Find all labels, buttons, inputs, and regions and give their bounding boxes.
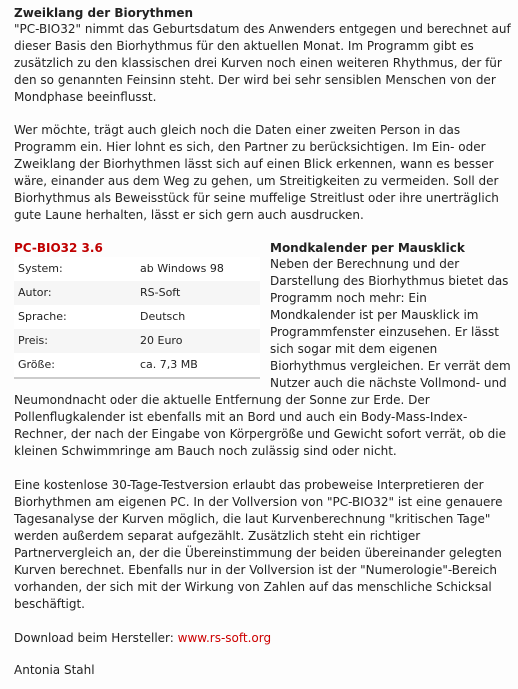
author-name: Antonia Stahl bbox=[14, 663, 95, 677]
paragraph-intro: "PC-BIO32" nimmt das Geburtsdatum des Anwenders entgegen und berechnet auf dieser Basis den Biorhythmus für den aktuellen Monat. Im Programm gibt es zusätzlich zu den klassischen drei Kurven noch einen weiteren Rhythmus, der für den so genannten Feinsinn steht. Der wird bei sehr sensiblen Menschen von der Mondphase beeinflusst. bbox=[14, 22, 511, 104]
article-title: Zweiklang der Biorythmen bbox=[14, 6, 194, 20]
spec-value-system: ab Windows 98 bbox=[140, 257, 260, 281]
spec-label-language: Sprache: bbox=[14, 305, 140, 329]
download-line bbox=[14, 630, 512, 647]
download-label: Download beim Hersteller: bbox=[14, 631, 174, 645]
spec-value-author: RS-Soft bbox=[140, 281, 260, 305]
table-row bbox=[14, 257, 260, 281]
paragraph-moon-calendar: Neben der Berechnung und der Darstellung des Biorhythmus bietet das Programm noch mehr: Ein Mondkalender ist per Mausklick im Programmfenster einzusehen. Er lässt sich sogar mit dem eigenen Biorhythmus vergleichen. Er verrät dem Nutzer auch die nächste Vollmond- und Neumondnacht oder die aktuelle Entfernung der Sonne zur Erde. Der Pollenflugkalender ist ebenfalls mit an Bord und auch ein Body-Mass-Index-Rechner, der nach der Eingabe von Körpergröße und Gewicht sofort verrät, ob die kleinen Schwimmringe am Bauch noch zulässig sind oder nicht. bbox=[14, 257, 511, 458]
section-heading-moon-calendar: Mondkalender per Mausklick bbox=[270, 241, 465, 255]
spec-value-language: Deutsch bbox=[140, 305, 260, 329]
specs-table bbox=[14, 257, 260, 379]
table-row bbox=[14, 305, 260, 329]
infobox-title: PC-BIO32 3.6 bbox=[14, 241, 103, 255]
spec-value-price: 20 Euro bbox=[140, 329, 260, 353]
spec-value-size: ca. 7,3 MB bbox=[140, 353, 260, 378]
paragraph-trial-version: Eine kostenlose 30-Tage-Testversion erlaubt das probeweise Interpretieren der Biorhythmen am eigenen PC. In der Vollversion von "PC-BIO32" ist eine genauere Tagesanalyse der Kurven möglich, die laut Kurvenberechnung "kritischen Tage" werden außerdem separat aufgezählt. Zusätzlich steht ein richtiger Partnervergleich an, der die Übereinstimmung der beiden übereinander gelegten Kurven berechnet. Ebenfalls nur in der Vollversion ist der "Numerologie"-Bereich vorhanden, der sich mit der Wirkung von Zahlen auf das menschliche Schicksal beschäftigt. bbox=[14, 478, 503, 611]
download-link[interactable]: www.rs-soft.org bbox=[177, 631, 272, 645]
table-row bbox=[14, 281, 260, 305]
spec-label-size: Größe: bbox=[14, 353, 140, 378]
paragraph-partner: Wer möchte, trägt auch gleich noch die Daten einer zweiten Person in das Programm ein. Hier lohnt es sich, den Partner zu berücksichtigen. Im Ein- oder Zweiklang der Biorhythmen lässt sich auf einen Blick erkennen, wann es besser wäre, einander aus dem Weg zu gehen, um Streitigkeiten zu vermeiden. Soll der Biorhythmus als Beweisstück für seine muffelige Streitlust oder ihre unerträglich gute Laune herhalten, lässt er sich gern auch ausdrucken. bbox=[14, 123, 499, 222]
product-infobox bbox=[14, 240, 260, 379]
spec-label-price: Preis: bbox=[14, 329, 140, 353]
infobox-section bbox=[14, 240, 512, 460]
spec-label-system: System: bbox=[14, 257, 140, 281]
table-row bbox=[14, 353, 260, 378]
table-row bbox=[14, 329, 260, 353]
spec-label-author: Autor: bbox=[14, 281, 140, 305]
